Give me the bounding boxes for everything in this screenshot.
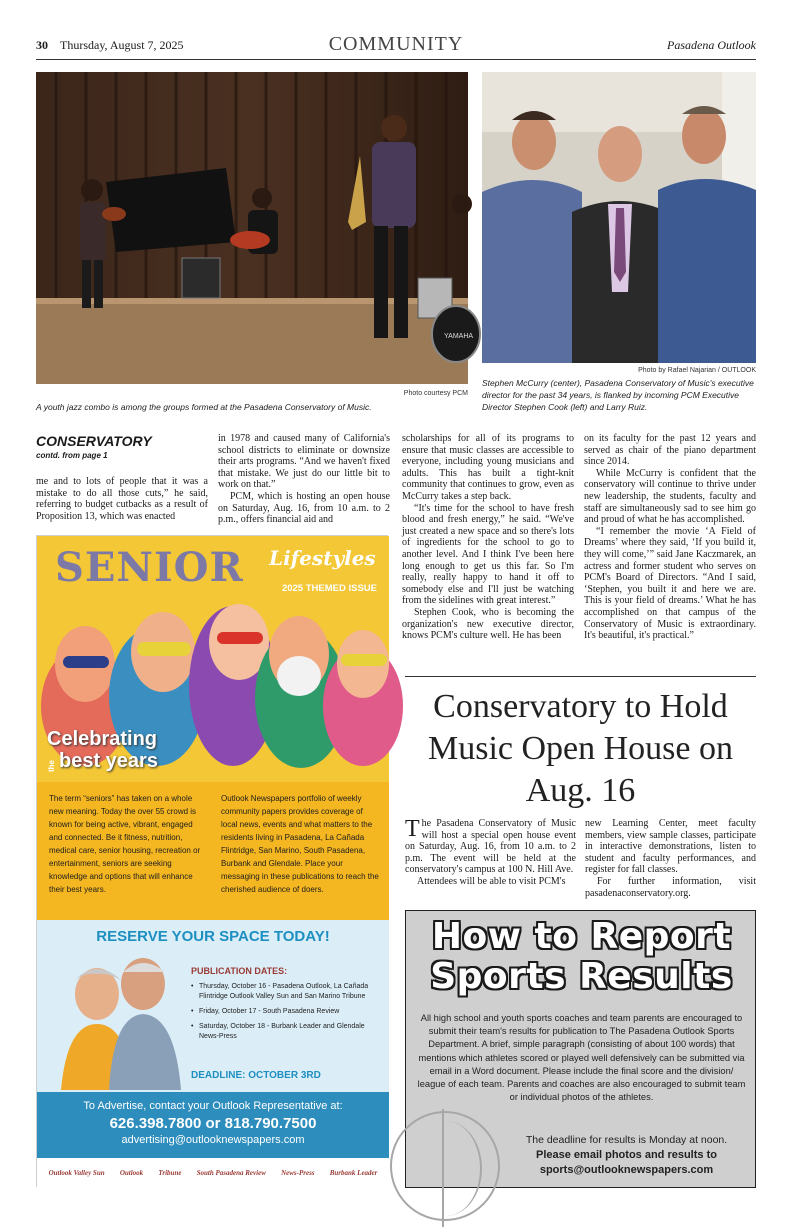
- ad-description: [37, 782, 389, 920]
- paragraph: While McCurry is confident that the conservatory will continue to thrive under new leadership, the students, faculty and staff are simultaneously sad to see him go and proud of what he has accomplished.: [584, 467, 756, 526]
- logo-outlook: Outlook: [119, 1169, 144, 1177]
- ad-the-text: the: [47, 760, 56, 772]
- article-column-4: [584, 433, 756, 642]
- section-title: COMMUNITY: [328, 33, 464, 55]
- ad-hero: [37, 536, 389, 782]
- three-men-illustration: [482, 72, 756, 363]
- ad-text-right: Outlook Newspapers portfolio of weekly community papers provides coverage of local news, events and what matters to the residents living in Pasadena, La Cañada Flintridge, San Marino, South Pasadena, Burbank and Glendale. Place your messaging in these publications to reach the cherished audience of doers.: [221, 794, 379, 894]
- paragraph: me and to lots of people that it was a mistake to do all those cuts,” he said, referring to budget cutbacks as a result of Proposition 13, which was enacted: [36, 476, 208, 522]
- logo-burbank-leader: Burbank Leader: [329, 1169, 378, 1177]
- ad-lifestyles-title: Lifestyles: [269, 546, 376, 570]
- three-men-photo: [482, 72, 756, 363]
- open-house-rule: [405, 676, 756, 677]
- drop-cap: T: [405, 816, 420, 842]
- ad-pub-dates-list: [191, 982, 377, 1047]
- jazz-combo-photo: [36, 72, 474, 384]
- ad-text-left: The term “seniors” has taken on a whole new meaning. Today the over 55 crowd is known for being active, vibrant, engaged and connected. Be it fitness, nutrition, medical care, senior housing, recreation or entertainment, seniors are seeking knowledge and options that will enhance their best years.: [49, 794, 201, 894]
- paragraph: Attendees will be able to visit PCM's: [417, 875, 566, 887]
- list-item: • Saturday, October 18 - Burbank Leader and Glendale News-Press: [191, 1022, 377, 1042]
- ad-celebrating-text: Celebrating: [47, 728, 158, 750]
- sports-email-line: Please email photos and results to: [536, 1149, 717, 1161]
- sports-deadline: The deadline for results is Monday at noon.: [525, 1134, 728, 1146]
- ad-phone-numbers[interactable]: 626.398.7800 or 818.790.7500: [109, 1115, 317, 1132]
- paragraph: For further information, visit pasadenaconservatory.org.: [585, 875, 756, 899]
- ad-senior-title: SENIOR: [55, 544, 244, 591]
- logo-south-pasadena-review: South Pasadena Review: [196, 1169, 266, 1177]
- article-column-1: [36, 476, 208, 522]
- right-photo-credit: Photo by Rafael Najarian / OUTLOOK: [638, 367, 756, 374]
- paragraph: “It's time for the school to have fresh blood and fresh energy,” he said. “We've just created a new space and so there's lots of ingredients for the school to go to another level. And I think I've been here long enough to get us this far. So I'm really, really happy to hand it off to somebody else and I'll just be watching from the sidelines with great interest.”: [402, 502, 574, 607]
- jazz-combo-illustration: [36, 72, 474, 384]
- sports-email[interactable]: sports@outlooknewspapers.com: [539, 1164, 714, 1176]
- ad-reserve-panel: [37, 920, 389, 1092]
- right-photo-caption: Stephen McCurry (center), Pasadena Conservatory of Music's executive director for the past 34 years, is flanked by incoming PCM Executive Director Stephen Cook (left) and Larry Ruiz.: [482, 378, 754, 412]
- paragraph: Stephen Cook, who is becoming the organization's new executive director, knows PCM's culture well. He has been: [402, 606, 574, 642]
- issue-date: Thursday, August 7, 2025: [60, 38, 184, 52]
- ad-best-years-text: best years: [59, 750, 158, 772]
- ad-contact-line: To Advertise, contact your Outlook Representative at:: [83, 1100, 343, 1112]
- ad-themed-issue: 2025 THEMED ISSUE: [281, 583, 377, 594]
- ad-pub-dates-title: PUBLICATION DATES:: [191, 966, 288, 976]
- paragraph: scholarships for all of its programs to ensure that music classes are accessible to everyone, including young musicians and adults. This has built a tight-knit community that continues to grow, even as McCurry takes a step back.: [402, 433, 574, 502]
- sports-results-box: [405, 910, 756, 1188]
- sports-body: All high school and youth sports coaches and team parents are encouraged to submit their team's results for publication to The Pasadena Outlook Sports Department. A brief, simple paragraph (consisting of about 100 words) that mentions which athletes scored or played well defensively can be submitted via email in a Word document. Please include the final score and the division/ league of each team. Parents and coaches are also encouraged to submit team or individual photos of the athletes.: [417, 1013, 746, 1103]
- left-photo-caption: A youth jazz combo is among the groups formed at the Pasadena Conservatory of Music.: [36, 402, 372, 412]
- basketball-icon: [390, 1111, 500, 1221]
- paragraph: new Learning Center, meet faculty members, view sample classes, participate in interactive demonstrations, listen to student and faculty performances, and register for fall classes.: [585, 818, 756, 876]
- open-house-headline: Conservatory to Hold Music Open House on Aug. 16: [427, 688, 734, 809]
- senior-couple-photo: [47, 954, 187, 1090]
- article-continued-note: contd. from page 1: [36, 451, 108, 460]
- ad-reserve-heading: RESERVE YOUR SPACE TODAY!: [96, 928, 330, 945]
- paragraph: PCM, which is hosting an open house on Saturday, Aug. 16, from 10 a.m. to 2 p.m., offers financial aid and: [218, 490, 390, 526]
- article-column-3: [402, 433, 574, 642]
- svg-text:YAMAHA: YAMAHA: [444, 333, 474, 340]
- paragraph-text: he Pasadena Conservatory of Music will host a special open house event on Saturday, Aug. 16, from 10 a.m. to 2 p.m. The event will be held at the conservatory's campus at 100 N. Hill Ave.: [405, 818, 576, 876]
- paragraph: on its faculty for the past 12 years and served as chair of the piano department since 2014.: [584, 433, 756, 468]
- header-rule: [36, 59, 756, 60]
- left-photo-credit: Photo courtesy PCM: [403, 390, 468, 397]
- list-item: • Friday, October 17 - South Pasadena Review: [191, 1007, 377, 1017]
- paragraph: “I remember the movie ‘A Field of Dreams’ where they said, ‘If you build it, they will come,’” said Jane Kaczmarek, an actress and former student who serves on PCM's Board of Directors. “And I said, ‘Stephen, you built it and here we are. This is your field of dreams.’ What he has accomplished on that campus of the Conservatory of Music is extraordinary. It's beautiful, it's practical.”: [584, 525, 756, 642]
- article-column-2: [218, 433, 390, 526]
- open-house-column-2: [585, 818, 756, 899]
- ad-deadline: DEADLINE: OCTOBER 3RD: [191, 1070, 321, 1081]
- paper-name: Pasadena Outlook: [667, 38, 756, 52]
- logo-news-press: News-Press: [281, 1169, 315, 1177]
- ad-contact-panel: [37, 1092, 389, 1158]
- paragraph: [405, 818, 576, 876]
- sports-title: How to Report Sports Results: [430, 916, 733, 997]
- page-number: 30: [36, 38, 48, 52]
- logo-valley-sun: Outlook Valley Sun: [48, 1169, 105, 1177]
- open-house-column-1: [405, 818, 576, 888]
- article-kicker: CONSERVATORY: [36, 433, 152, 449]
- list-item: • Thursday, October 16 - Pasadena Outlook, La Cañada Flintridge Outlook Valley Sun and San Marino Tribune: [191, 982, 377, 1002]
- publication-logos: [37, 1158, 389, 1188]
- ad-email-link[interactable]: advertising@outlooknewspapers.com: [121, 1134, 305, 1146]
- sports-deadline-block: [506, 1133, 747, 1178]
- senior-lifestyles-ad[interactable]: [36, 535, 388, 1187]
- paragraph: in 1978 and caused many of California's school districts to eliminate or downsize their arts programs. “And we haven't fixed that mistake. We just do our little bit to work on that.”: [218, 433, 390, 491]
- logo-tribune: Tribune: [158, 1169, 182, 1177]
